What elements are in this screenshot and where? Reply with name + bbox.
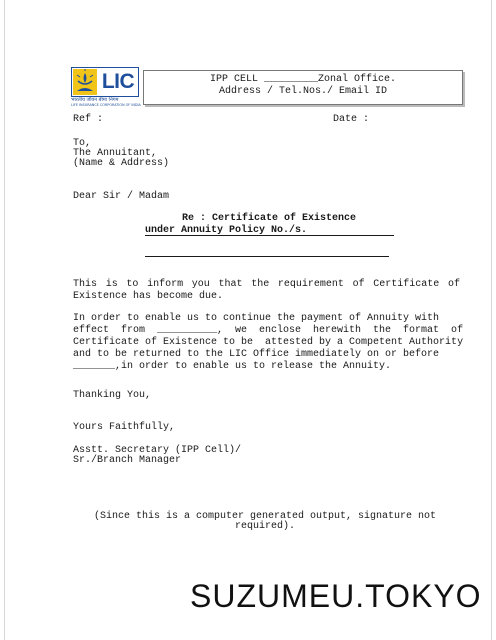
subject-line-2: under Annuity Policy No./s. [145, 225, 308, 236]
logo-hindi-name: भारतीय जीवन बीमा निगम [71, 97, 119, 103]
logo-english-name: LIFE INSURANCE CORPORATION OF INDIA [71, 103, 141, 107]
lic-logo [71, 67, 141, 107]
policy-no-underline [145, 235, 394, 236]
footer-note-line-1: (Since this is a computer generated output, signature not [93, 511, 437, 522]
policy-no-blank-line [145, 256, 389, 257]
paragraph-enclosure-line: In order to enable us to continue the payment of Annuity with [73, 313, 440, 324]
closing-text: Yours Faithfully, [73, 422, 176, 433]
paragraph-enclosure-line: _______,in order to enable us to release the Annuity. [73, 361, 392, 372]
subject-line-1: Re : Certificate of Existence [181, 213, 357, 224]
watermark-text: SUZUMEU.TOKYO [190, 578, 482, 614]
header-ipp-cell: IPP CELL [209, 74, 264, 85]
lamp-emblem-icon [73, 69, 97, 95]
paragraph-enclosure-line: Certificate of Existence to be attested by a Competent Authority [73, 337, 464, 348]
paragraph-enclosure [73, 313, 464, 373]
signatory-title: Asstt. Secretary (IPP Cell)/ [73, 445, 242, 456]
header-line-1 [144, 74, 462, 86]
header-blank: _________ [263, 74, 318, 85]
paragraph-due-notice: This is to inform you that the requirement of Certificate of Existence has become due. [73, 279, 460, 302]
paragraph-enclosure-line: and to be returned to the LIC Office immediately on or before [73, 349, 440, 360]
logo-lic-text: LIC [101, 70, 135, 93]
header-line-2: Address / Tel.Nos./ Email ID [218, 86, 388, 97]
annuitant-label: The Annuitant, [73, 148, 158, 159]
name-address-label: (Name & Address) [73, 158, 170, 169]
header-zonal-office: Zonal Office. [318, 74, 397, 85]
footer-note-line-2: required). [234, 521, 295, 532]
date-label: Date : [333, 114, 370, 125]
signatory-branch: Sr./Branch Manager [73, 455, 182, 466]
to-label: To, [73, 138, 92, 149]
logo-box [71, 67, 139, 97]
ref-label: Ref : [73, 114, 104, 125]
paragraph-enclosure-line: effect from __________, we enclose herewith the format of [73, 325, 464, 336]
salutation: Dear Sir / Madam [73, 191, 170, 202]
thanking-text: Thanking You, [73, 390, 152, 401]
office-header-box [143, 70, 463, 105]
